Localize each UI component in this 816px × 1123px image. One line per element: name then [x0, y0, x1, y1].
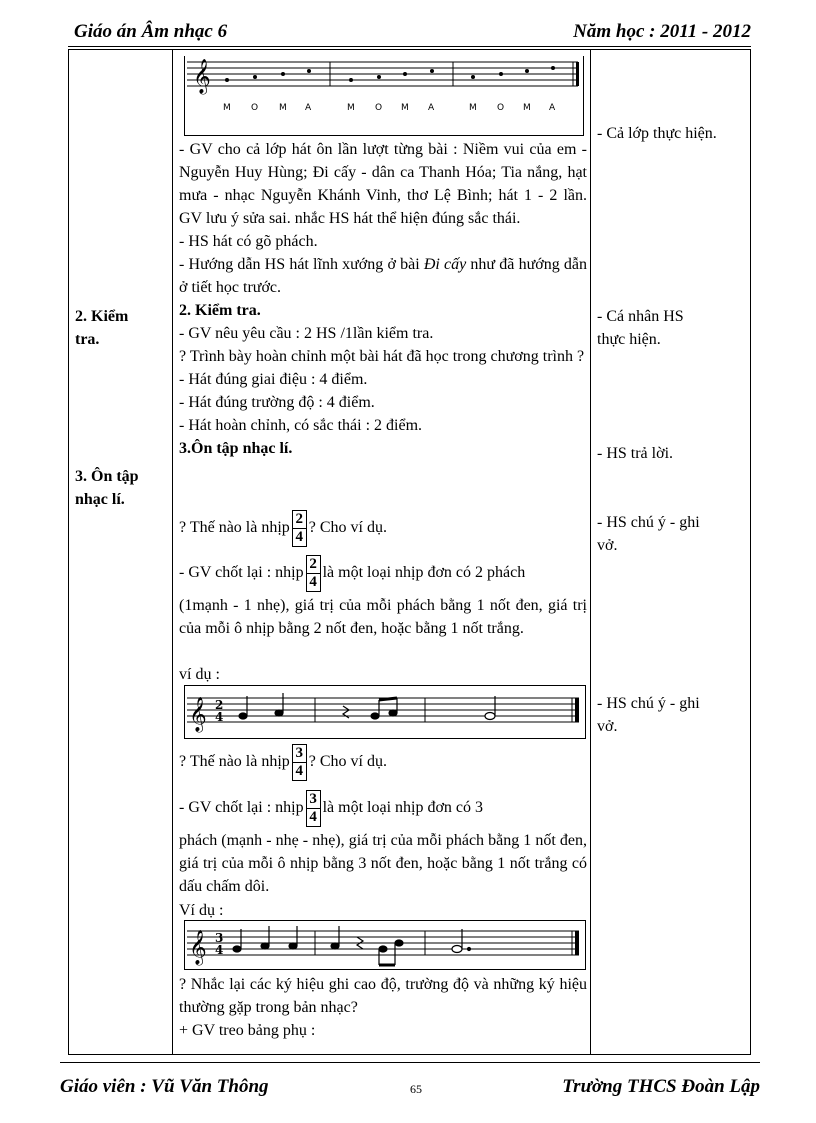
header-rule	[68, 46, 751, 47]
time-signature-3-4: $\frac{3}{4}$	[306, 790, 321, 827]
page-number: 65	[410, 1082, 422, 1096]
paragraph: - GV cho cả lớp hát ôn lần lượt từng bài : Niềm vui của em - Nguyễn Huy Hùng; Đi cấy - dân ca Thanh Hóa; Tia nắng, hạt mưa - nhạc Nguyễn Khánh Vinh, thơ Lệ Bình; hát 1 - 2 lần. GV lưu ý sửa sai. nhắc HS hát thể hiện đúng sắc thái.	[179, 141, 587, 227]
activity-note: thực hiện.	[597, 331, 661, 348]
header-school-year: Năm học : 2011 - 2012	[573, 21, 751, 42]
augmentation-dot	[468, 948, 471, 951]
paragraph: + GV treo bảng phụ :	[179, 1022, 316, 1039]
section-heading: 2. Kiểm tra.	[179, 302, 261, 319]
staff-3-4-example	[184, 920, 586, 970]
staff-3-4-svg	[185, 921, 584, 968]
footer-teacher: Giáo viên : Vũ Văn Thông	[60, 1076, 269, 1097]
paragraph: - GV nêu yêu cầu : 2 HS /1lần kiểm tra.	[179, 325, 434, 342]
syllable: O	[497, 103, 505, 113]
activity-note: - HS trả lời.	[597, 445, 674, 462]
eighth-note	[389, 710, 397, 716]
paragraph: - HS hát có gõ phách.	[179, 233, 318, 250]
paragraph: phách (mạnh - nhẹ - nhẹ), giá trị của mỗi phách bằng 1 nốt đen, giá trị của mỗi ô nhịp bằng 3 nốt đen, hoặc bằng 1 nốt trắng có dấu chấm dôi.	[179, 832, 587, 895]
activity-note: vở.	[597, 718, 618, 735]
quarter-note	[289, 943, 297, 949]
syllable: A	[428, 103, 435, 113]
syllable: M	[523, 103, 531, 113]
activity-note: - Cá nhân HS	[597, 308, 684, 325]
syllable: M	[347, 103, 355, 113]
staff-2-4-example	[184, 685, 586, 739]
example-label: ví dụ :	[179, 666, 220, 683]
activity-note: - HS chú ý - ghi	[597, 695, 700, 712]
syllable: M	[469, 103, 477, 113]
lesson-content-part1	[179, 138, 587, 460]
quarter-note	[233, 946, 241, 952]
syllable: A	[549, 103, 556, 113]
treble-clef-icon: 𝄞	[193, 59, 211, 94]
question-2-4: ? Thế nào là nhịp $\frac{2}{4}$ ? Cho ví dụ.	[179, 511, 387, 545]
column-divider	[590, 50, 591, 1054]
paragraph: (1mạnh - 1 nhẹ), giá trị của mỗi phách bằng 1 nốt đen, giá trị của mỗi ô nhịp bằng 2 nốt đen, hoặc bằng 1 nốt trắng.	[179, 597, 587, 637]
syllable: M	[279, 103, 287, 113]
quarter-note	[261, 943, 269, 949]
treble-clef-icon: 𝄞	[189, 930, 207, 965]
eighth-note	[395, 940, 403, 946]
quarter-note	[331, 943, 339, 949]
paragraph: - Hướng dẫn HS hát lĩnh xướng ở bài Đi cấy như đã hướng dẫn ở tiết học trước.	[179, 256, 587, 296]
dotted-half-note	[452, 946, 462, 953]
paragraph: - Hát đúng trường độ : 4 điểm.	[179, 394, 375, 411]
syllable: A	[305, 103, 312, 113]
eighth-note	[371, 713, 379, 719]
staff-syllables-svg	[185, 56, 582, 134]
staff-2-4-svg	[185, 686, 584, 737]
time-sig-top: 2	[215, 698, 224, 712]
question-3-4: ? Thế nào là nhịp $\frac{3}{4}$ ? Cho ví dụ.	[179, 745, 387, 779]
eighth-note	[379, 946, 387, 952]
lesson-content-part2	[179, 973, 587, 1042]
header-subject: Giáo án Âm nhạc 6	[74, 21, 228, 42]
quarter-note	[239, 713, 247, 719]
time-sig-bottom: 4	[215, 710, 224, 724]
activity-note: vở.	[597, 537, 618, 554]
staff-syllables	[184, 56, 584, 136]
paragraph: ? Nhắc lại các ký hiệu ghi cao độ, trường độ và những ký hiệu thường gặp trong bản nhạc?	[179, 976, 587, 1016]
syllable: M	[223, 103, 231, 113]
time-signature-2-4: $\frac{2}{4}$	[292, 510, 307, 547]
syllable: O	[375, 103, 383, 113]
column-divider	[172, 50, 173, 1054]
half-note	[485, 713, 495, 720]
example-label: Ví dụ :	[179, 902, 224, 919]
activity-note: - HS chú ý - ghi	[597, 514, 700, 531]
section-on-tap: 3. Ôn tập nhạc lí.	[75, 468, 139, 508]
paragraph: - Hát hoàn chỉnh, có sắc thái : 2 điểm.	[179, 417, 423, 434]
section-heading: 3.Ôn tập nhạc lí.	[179, 440, 293, 457]
time-signature-3-4: $\frac{3}{4}$	[292, 744, 307, 781]
time-sig-top: 3	[215, 931, 224, 945]
quarter-note	[275, 710, 283, 716]
syllable: M	[401, 103, 409, 113]
footer-rule	[60, 1062, 760, 1063]
page-header	[68, 18, 751, 46]
syllable: O	[251, 103, 259, 113]
time-signature-2-4: $\frac{2}{4}$	[306, 555, 321, 592]
paragraph: - Hát đúng giai điệu : 4 điểm.	[179, 371, 368, 388]
activity-note: - Cả lớp thực hiện.	[597, 125, 717, 142]
treble-clef-icon: 𝄞	[189, 697, 207, 732]
lesson-table	[68, 49, 751, 1055]
conclusion-3-4: - GV chốt lại : nhịp $\frac{3}{4}$ là một loại nhịp đơn có 3	[179, 791, 484, 825]
section-kiem-tra: 2. Kiểm tra.	[75, 308, 129, 348]
paragraph: ? Trình bày hoàn chỉnh một bài hát đã học trong chương trình ?	[179, 348, 585, 365]
time-sig-bottom: 4	[215, 943, 224, 957]
page-footer	[60, 1070, 760, 1100]
conclusion-2-4: - GV chốt lại : nhịp $\frac{2}{4}$ là một loại nhịp đơn có 2 phách	[179, 556, 526, 590]
footer-school: Trường THCS Đoàn Lập	[562, 1076, 760, 1097]
